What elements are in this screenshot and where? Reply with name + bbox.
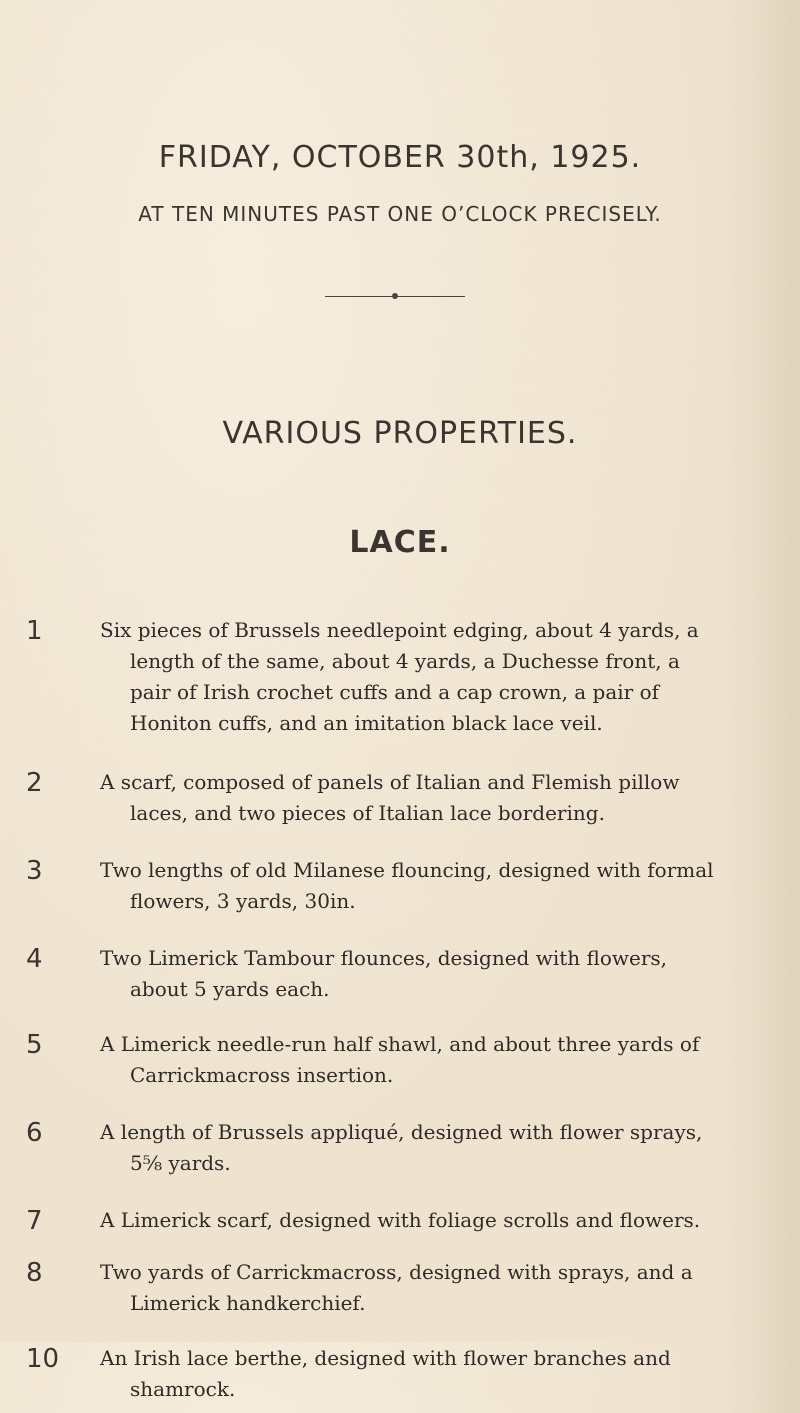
- category-title: LACE.: [349, 525, 451, 560]
- lot-item: [0, 943, 800, 1029]
- lot-line: Two Limerick Tambour flounces, designed with flowers,: [100, 946, 668, 970]
- lot-number: 6: [26, 1118, 43, 1148]
- lot-number: 2: [26, 768, 43, 798]
- lot-line: flowers, 3 yards, 30in.: [130, 889, 356, 913]
- lot-item: [0, 1117, 800, 1205]
- lot-description: [100, 1343, 765, 1405]
- lot-item: [0, 767, 800, 855]
- lot-line: Six pieces of Brussels needlepoint edging, about 4 yards, a: [100, 618, 699, 642]
- lot-number: 10: [26, 1344, 60, 1374]
- lot-line: A length of Brussels appliqué, designed with flower sprays,: [100, 1120, 703, 1144]
- lot-item: [0, 1205, 800, 1257]
- lot-line: shamrock.: [130, 1377, 236, 1401]
- lot-line: Honiton cuffs, and an imitation black lace veil.: [130, 711, 603, 735]
- lot-description: [100, 855, 765, 917]
- lot-line: pair of Irish crochet cuffs and a cap crown, a pair of: [130, 680, 660, 704]
- lot-number: 1: [26, 616, 43, 646]
- lot-number: 8: [26, 1258, 43, 1288]
- lot-line: Two lengths of old Milanese flouncing, designed with formal: [100, 858, 714, 882]
- divider-ornament: [392, 293, 398, 299]
- lot-description: [100, 767, 765, 829]
- section-title: VARIOUS PROPERTIES.: [222, 416, 578, 451]
- lot-list: [0, 615, 800, 1413]
- lot-line: laces, and two pieces of Italian lace bordering.: [130, 801, 605, 825]
- lot-item: [0, 1029, 800, 1117]
- lot-number: 7: [26, 1206, 43, 1236]
- lot-description: [100, 1029, 765, 1091]
- lot-line: about 5 yards each.: [130, 977, 330, 1001]
- lot-description: [100, 615, 765, 739]
- lot-line: A Limerick scarf, designed with foliage scrolls and flowers.: [100, 1208, 701, 1232]
- lot-line: An Irish lace berthe, designed with flower branches and: [100, 1346, 671, 1370]
- lot-line: length of the same, about 4 yards, a Duchesse front, a: [130, 649, 680, 673]
- lot-line: Limerick handkerchief.: [130, 1291, 366, 1315]
- lot-number: 3: [26, 856, 43, 886]
- sale-date-heading: FRIDAY, OCTOBER 30th, 1925.: [158, 140, 642, 175]
- lot-line: Carrickmacross insertion.: [130, 1063, 394, 1087]
- lot-description: [100, 1205, 765, 1236]
- lot-number: 4: [26, 944, 43, 974]
- lot-description: [100, 1117, 765, 1179]
- lot-item: [0, 855, 800, 943]
- sale-time-heading: AT TEN MINUTES PAST ONE O’CLOCK PRECISELY.: [138, 202, 662, 226]
- lot-item: [0, 1343, 800, 1413]
- lot-description: [100, 943, 765, 1005]
- lot-item: [0, 615, 800, 767]
- lot-number: 5: [26, 1030, 43, 1060]
- lot-line: A scarf, composed of panels of Italian and Flemish pillow: [100, 770, 680, 794]
- lot-item: [0, 1257, 800, 1343]
- lot-line: Two yards of Carrickmacross, designed with sprays, and a: [100, 1260, 693, 1284]
- lot-description: [100, 1257, 765, 1319]
- lot-line: 5⅝ yards.: [130, 1151, 231, 1175]
- lot-line: A Limerick needle-run half shawl, and about three yards of: [100, 1032, 700, 1056]
